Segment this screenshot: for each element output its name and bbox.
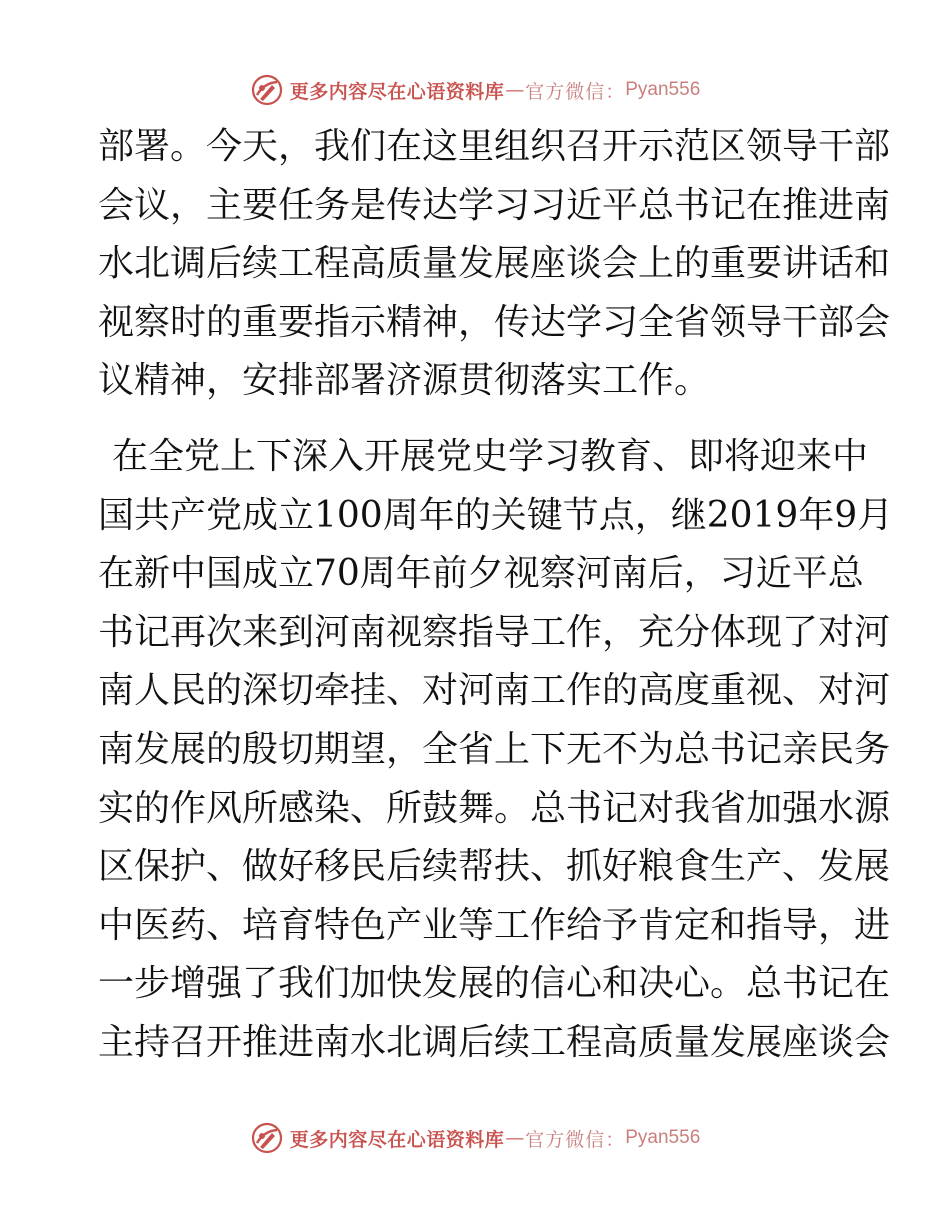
text-line: 书记再次来到河南视察指导工作，充分体现了对河 (98, 611, 891, 653)
text-line: 区保护、做好移民后续帮扶、抓好粮食生产、发展 (98, 846, 891, 888)
watermark-id: Pyan556 (625, 79, 701, 100)
text-line: 部署。今天，我们在这里组织召开示范区领导干部 (98, 126, 891, 167)
body-text (98, 118, 894, 1073)
watermark-dash: — (505, 1127, 525, 1149)
text-line: 中医药、培育特色产业等工作给予肯定和指导，进 (98, 904, 891, 946)
text-line: 主持召开推进南水北调后续工程高质量发展座谈会 (98, 1021, 891, 1063)
footer-watermark (0, 1118, 950, 1158)
paragraph (98, 428, 894, 1073)
watermark-label: 官方微信： (525, 1128, 626, 1151)
paragraph (98, 118, 891, 411)
pen-logo-icon (250, 73, 284, 107)
text-line: 实的作风所感染、所鼓舞。总书记对我省加强水源 (98, 787, 891, 829)
text-line: 一步增强了我们加快发展的信心和决心。总书记在 (98, 963, 891, 1005)
text-line: 视察时的重要指示精神，传达学习全省领导干部会 (98, 301, 891, 343)
text-line: 在全党上下深入开展党史学习教育、即将迎来中 (112, 435, 869, 477)
text-line: 国共产党成立100周年的关键节点，继2019年9月 (98, 494, 894, 536)
watermark-site-text: 更多内容尽在心语资料库 (289, 1128, 505, 1151)
watermark-id: Pyan556 (625, 1127, 701, 1148)
pen-logo-icon (250, 1121, 284, 1155)
text-line: 南发展的殷切期望，全省上下无不为总书记亲民务 (98, 728, 891, 770)
watermark-dash: — (505, 79, 525, 101)
text-line: 在新中国成立70周年前夕视察河南后，习近平总 (98, 553, 864, 595)
text-line: 水北调后续工程高质量发展座谈会上的重要讲话和 (98, 243, 891, 285)
text-line: 会议，主要任务是传达学习习近平总书记在推进南 (98, 184, 891, 226)
text-line: 南人民的深切牵挂、对河南工作的高度重视、对河 (98, 670, 891, 712)
watermark-site-text: 更多内容尽在心语资料库 (289, 80, 505, 103)
header-watermark (0, 70, 950, 110)
text-line: 议精神，安排部署济源贯彻落实工作。 (98, 360, 711, 402)
watermark-label: 官方微信： (525, 80, 626, 103)
